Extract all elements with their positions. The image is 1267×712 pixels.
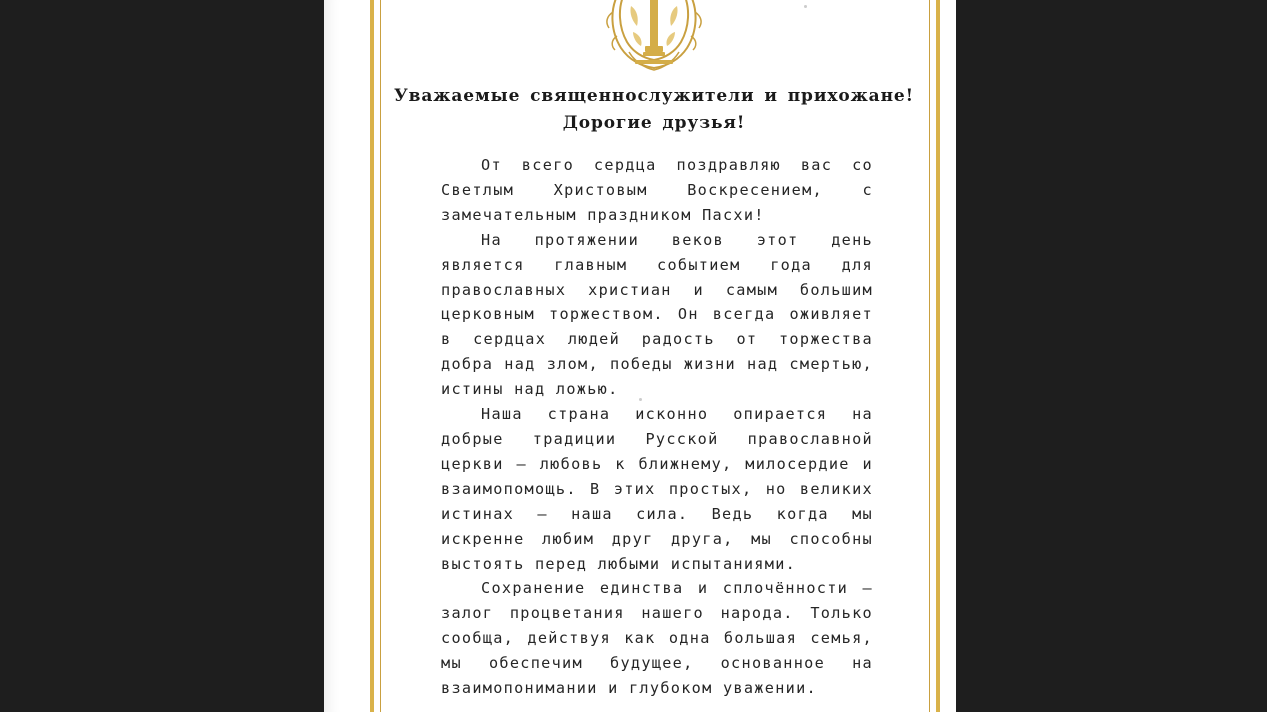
letter-body [441, 153, 873, 701]
coat-of-arms-icon [599, 0, 709, 76]
paragraph: Сохранение единства и сплочённости – залог процветания нашего народа. Только сообща, действуя как одна большая семья, мы обеспечим будущее, основанное на взаимопонимании и глубоком уважении. [441, 579, 873, 698]
document-page [324, 0, 956, 712]
greeting-title: Уважаемые священнослужители и прихожане! [393, 86, 915, 106]
paragraph: На протяжении веков этот день является главным событием года для православных христиан и самым большим церковным торжеством. Он всегда оживляет в сердцах людей радость от торжества добра над злом, победы жизни над смертью, истины над ложью. [441, 230, 873, 399]
greeting-subtitle: Дорогие друзья! [562, 113, 746, 133]
scan-speck [639, 398, 642, 401]
scan-speck [804, 5, 807, 8]
paragraph: От всего сердца поздравляю вас со Светлым Христовым Воскресением, с замечательным праздником Пасхи! [441, 156, 873, 224]
paragraph: Наша страна исконно опирается на добрые традиции Русской православной церкви – любовь к ближнему, милосердие и взаимопомощь. В этих простых, но великих истинах – наша сила. Ведь когда мы искренне любим друг друга, мы способны выстоять перед любыми испытаниями. [441, 405, 873, 573]
